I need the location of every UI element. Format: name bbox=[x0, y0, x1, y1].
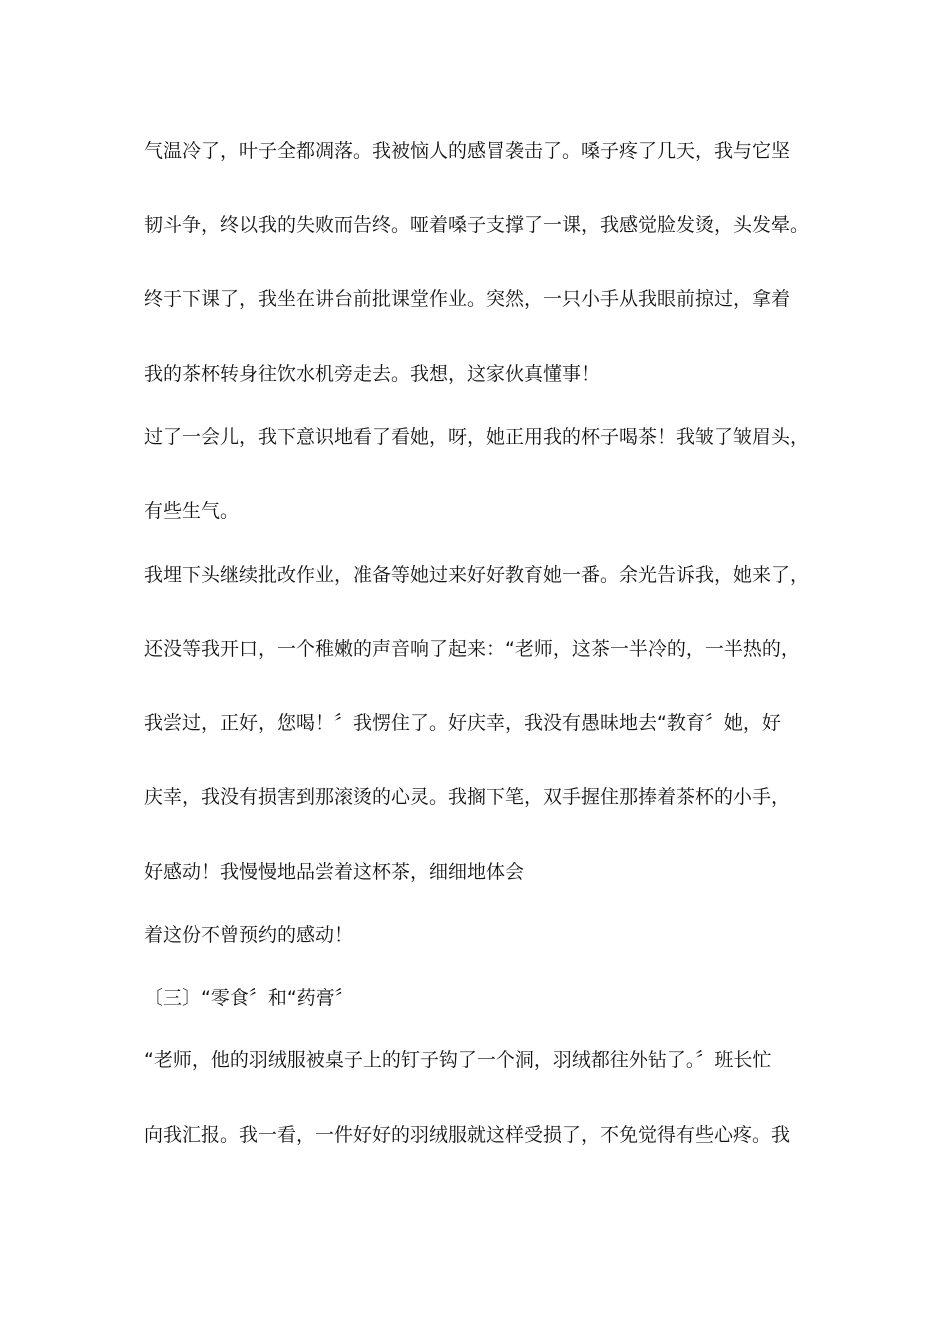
text-line: 我的茶杯转身往饮水机旁走去。我想，这家伙真懂事！ bbox=[144, 363, 601, 385]
text-line: “老师，他的羽绒服被桌子上的钉子钩了一个洞，羽绒都往外钻了。〞班长忙 bbox=[144, 1049, 772, 1071]
section-heading: 〔三〕“零食〞和“药膏〞 bbox=[144, 987, 354, 1009]
text-line: 好感动！我慢慢地品尝着这杯茶，细细地体会 bbox=[144, 861, 525, 883]
text-line: 还没等我开口，一个稚嫩的声音响了起来：“老师，这茶一半冷的，一半热的， bbox=[144, 638, 800, 660]
text-line: 过了一会儿，我下意识地看了看她，呀，她正用我的杯子喝茶！我皱了皱眉头， bbox=[144, 426, 810, 448]
text-line: 韧斗争，终以我的失败而告终。哑着嗓子支撑了一课，我感觉脸发烫，头发晕。 bbox=[144, 214, 810, 236]
text-line: 终于下课了，我坐在讲台前批课堂作业。突然，一只小手从我眼前掠过，拿着 bbox=[144, 288, 791, 310]
text-line: 我埋下头继续批改作业，准备等她过来好好教育她一番。余光告诉我，她来了， bbox=[144, 564, 810, 586]
text-line: 有些生气。 bbox=[144, 500, 240, 522]
text-line: 庆幸，我没有损害到那滚烫的心灵。我搁下笔，双手握住那捧着茶杯的小手， bbox=[144, 786, 791, 808]
text-line: 气温冷了，叶子全都凋落。我被恼人的感冒袭击了。嗓子疼了几天，我与它坚 bbox=[144, 140, 791, 162]
text-line: 我尝过，正好，您喝！〞我愣住了。好庆幸，我没有愚昧地去“教育〞她，好 bbox=[144, 712, 781, 734]
text-line: 着这份不曾预约的感动！ bbox=[144, 924, 354, 946]
text-line: 向我汇报。我一看，一件好好的羽绒服就这样受损了，不免觉得有些心疼。我 bbox=[144, 1124, 791, 1146]
